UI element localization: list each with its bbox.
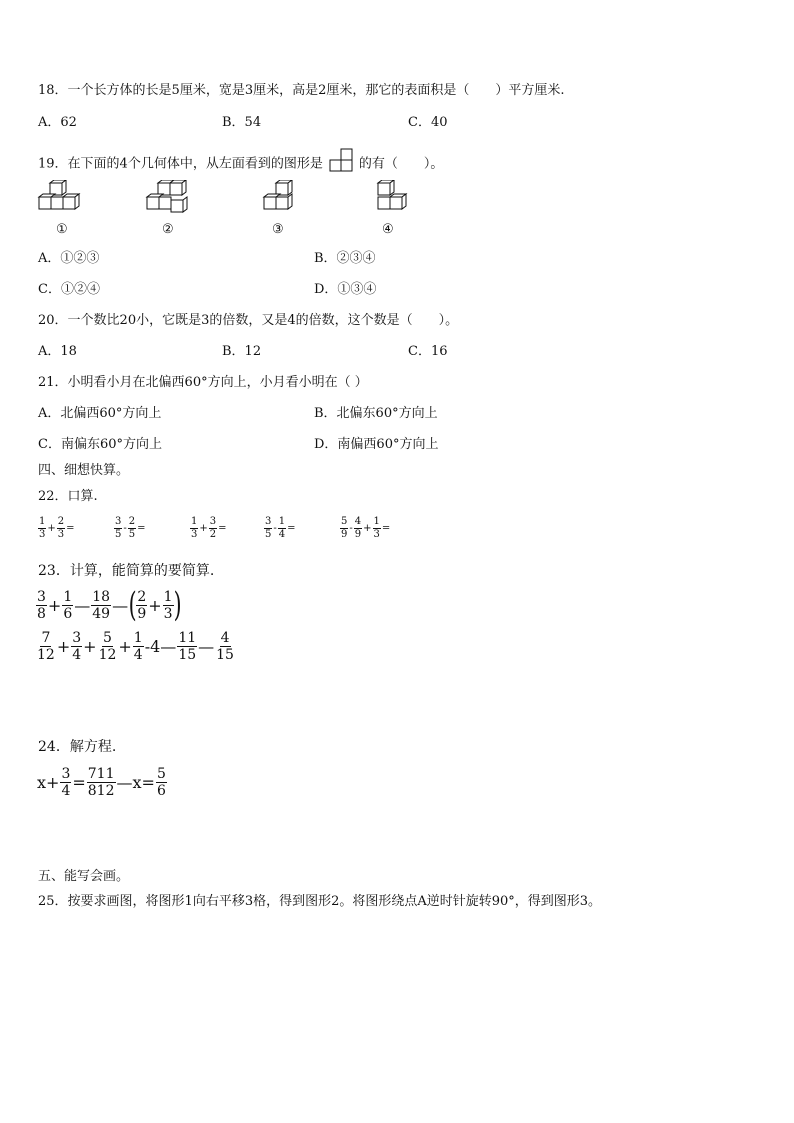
question-19 [38,148,443,180]
q22-item-4: $\frac{3}{5}$ - $\frac{1}{4}$ = [265,516,296,540]
q19-text-after: 的有（ ）。 [358,156,444,172]
section-4-title: 四、细想快算。 [38,463,130,478]
solid-label-2: ② [162,222,174,237]
solid-4-icon [374,180,426,220]
q22-item-5: $\frac{5}{9}$ - $\frac{4}{9}$ + $\frac{1}{3}$ = [341,516,391,540]
q21-option-b: B．北偏东60°方向上 [314,406,438,421]
q19-option-c: C．①②④ [38,282,100,297]
q24-equation: x+ $\frac{3}{4}$ = $\frac{711}{812}$ —x= $\frac{5}{6}$ [37,766,166,799]
q21-option-c: C．南偏东60°方向上 [38,437,162,452]
q21-option-a: A．北偏西60°方向上 [38,406,162,421]
geometric-solids [36,180,456,240]
question-18: 18．一个长方体的长是5厘米，宽是3厘米，高是2厘米，那它的表面积是（ ）平方厘米. [38,83,565,98]
question-24-title: 24．解方程. [38,739,117,755]
question-21: 21．小明看小月在北偏西60°方向上，小月看小明在（ ） [38,375,368,390]
q19-option-d: D．①③④ [314,282,377,297]
solid-3-icon [260,180,312,220]
section-5-title: 五、能写会画。 [38,869,130,884]
q20-option-b: B．12 [222,344,262,359]
q19-option-a: A．①②③ [38,251,100,266]
q22-item-2: $\frac{3}{5}$ - $\frac{2}{5}$ = [115,516,146,540]
q18-option-c: C．40 [408,115,448,130]
solid-label-3: ③ [272,222,284,237]
question-25: 25．按要求画图，将图形1向右平移3格，得到图形2。将图形绕点A逆时针旋转90°，得到图形3。 [38,894,602,909]
q19-text-before: 19．在下面的4个几何体中，从左面看到的图形是 [38,156,323,172]
q18-option-b: B．54 [222,115,262,130]
q22-item-3: $\frac{1}{3}$ + $\frac{3}{2}$ = [191,516,227,540]
q21-option-d: D．南偏西60°方向上 [314,437,439,452]
solid-1-icon [36,180,88,220]
question-23-title: 23．计算，能简算的要简算. [38,563,215,579]
q23-expression-1: $\frac{3}{8}$ + $\frac{1}{6}$ — $\frac{18}{49}$ —( $\frac{2}{9}$ + $\frac{1}{3}$ ) [37,585,182,625]
L-shaped-view-icon [329,148,353,180]
question-22-title: 22．口算. [38,489,98,504]
solid-label-1: ① [56,222,68,237]
question-20: 20．一个数比20小，它既是3的倍数，又是4的倍数，这个数是（ ）。 [38,313,459,328]
q23-expression-2: $\frac{7}{12}$ + $\frac{3}{4}$ + $\frac{5}{12}$ + $\frac{1}{4}$ -4— $\frac{11}{15}$ — $\frac{4}{15}$ [37,630,234,663]
solid-2-icon [144,180,196,220]
q20-option-c: C．16 [408,344,448,359]
solid-label-4: ④ [382,222,394,237]
q18-option-a: A．62 [38,115,77,130]
q20-option-a: A．18 [38,344,77,359]
q19-option-b: B．②③④ [314,251,376,266]
q22-item-1: $\frac{1}{3}$ + $\frac{2}{3}$ = [39,516,75,540]
